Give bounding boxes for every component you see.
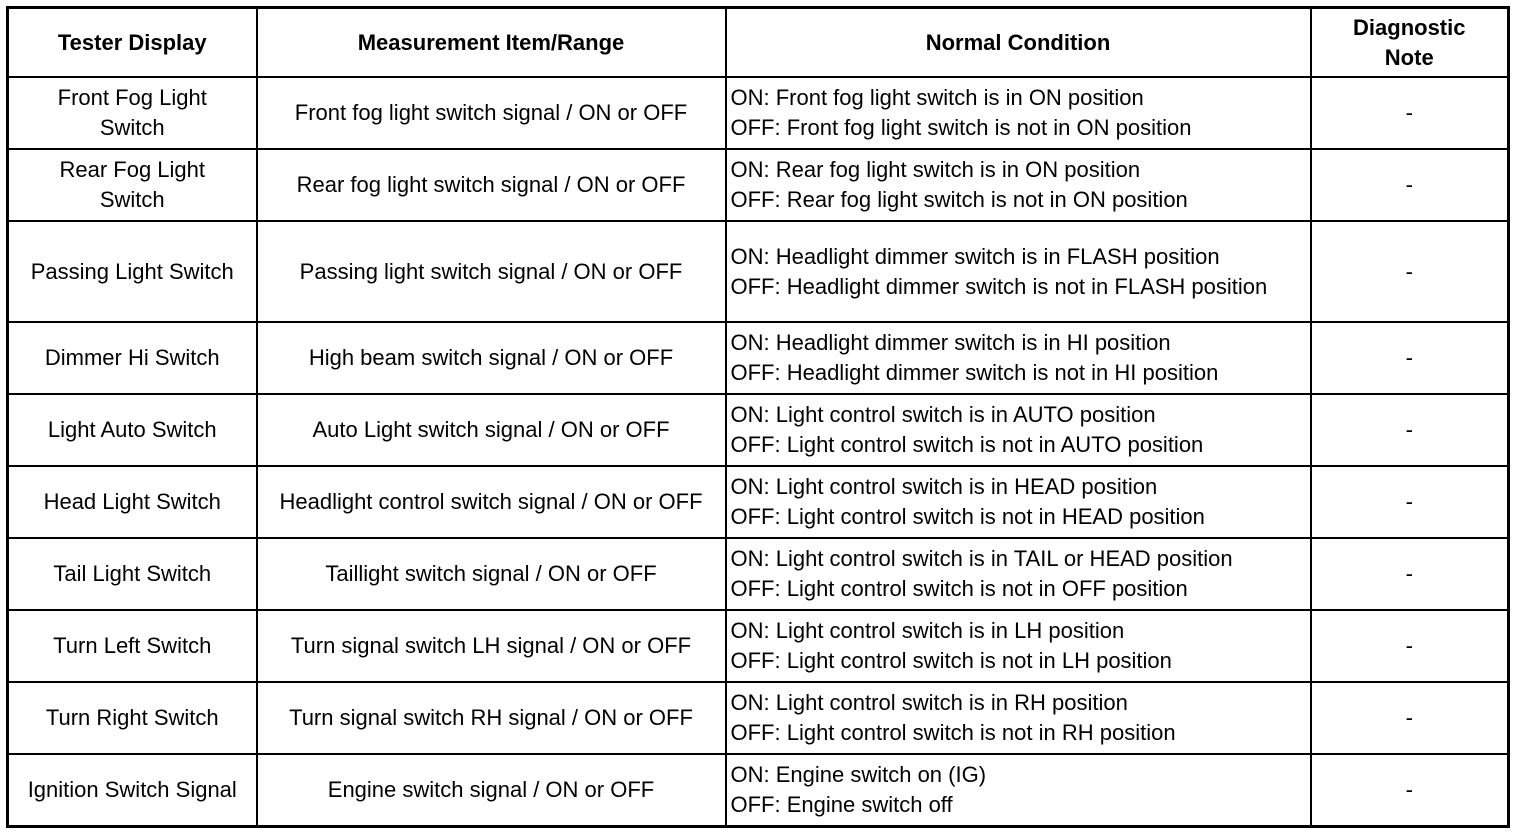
condition-off: OFF: Headlight dimmer switch is not in HI position [730, 360, 1219, 385]
condition-on: ON: Light control switch is in RH position [730, 690, 1128, 715]
cell-normal-condition [726, 466, 1311, 538]
cell-diagnostic-note: - [1311, 466, 1509, 538]
table-row [8, 394, 1509, 466]
table-row [8, 754, 1509, 827]
cell-diagnostic-note: - [1311, 77, 1509, 149]
condition-on: ON: Engine switch on (IG) [730, 762, 987, 787]
cell-normal-condition [726, 538, 1311, 610]
table-row [8, 610, 1509, 682]
table-row [8, 149, 1509, 221]
condition-on: ON: Headlight dimmer switch is in HI position [730, 330, 1171, 355]
cell-tester-display: Turn Right Switch [8, 682, 257, 754]
cell-measurement-item: Taillight switch signal / ON or OFF [257, 538, 726, 610]
data-table-container [6, 6, 1510, 828]
condition-off: OFF: Rear fog light switch is not in ON position [730, 187, 1188, 212]
cell-tester-display: Tail Light Switch [8, 538, 257, 610]
condition-off: OFF: Light control switch is not in HEAD position [730, 504, 1205, 529]
cell-measurement-item: Headlight control switch signal / ON or OFF [257, 466, 726, 538]
cell-tester-display: Light Auto Switch [8, 394, 257, 466]
cell-normal-condition [726, 682, 1311, 754]
cell-measurement-item: Passing light switch signal / ON or OFF [257, 221, 726, 322]
condition-off: OFF: Light control switch is not in RH position [730, 720, 1176, 745]
table-row [8, 682, 1509, 754]
condition-on: ON: Light control switch is in HEAD position [730, 474, 1158, 499]
cell-normal-condition [726, 77, 1311, 149]
cell-normal-condition [726, 394, 1311, 466]
condition-off: OFF: Headlight dimmer switch is not in FLASH position [730, 273, 1268, 299]
cell-measurement-item: Front fog light switch signal / ON or OFF [257, 77, 726, 149]
condition-off: OFF: Front fog light switch is not in ON position [730, 115, 1192, 140]
cell-tester-display: Turn Left Switch [8, 610, 257, 682]
condition-on: ON: Light control switch is in LH position [730, 618, 1125, 643]
condition-off: OFF: Light control switch is not in LH position [730, 648, 1172, 673]
cell-diagnostic-note: - [1311, 610, 1509, 682]
header-diagnostic-note: Diagnostic Note [1311, 8, 1509, 78]
table-row [8, 221, 1509, 322]
header-tester-display: Tester Display [8, 8, 257, 78]
table-row [8, 538, 1509, 610]
cell-measurement-item: Auto Light switch signal / ON or OFF [257, 394, 726, 466]
cell-tester-display: Head Light Switch [8, 466, 257, 538]
cell-normal-condition [726, 754, 1311, 827]
cell-tester-display: Dimmer Hi Switch [8, 322, 257, 394]
cell-diagnostic-note: - [1311, 538, 1509, 610]
tester-display-table [6, 6, 1510, 828]
cell-tester-display: Rear Fog Light Switch [8, 149, 257, 221]
cell-normal-condition [726, 322, 1311, 394]
condition-on: ON: Light control switch is in AUTO position [730, 402, 1156, 427]
cell-measurement-item: Turn signal switch LH signal / ON or OFF [257, 610, 726, 682]
header-row [8, 8, 1509, 78]
cell-measurement-item: High beam switch signal / ON or OFF [257, 322, 726, 394]
table-row [8, 77, 1509, 149]
condition-off: OFF: Light control switch is not in OFF position [730, 576, 1188, 601]
cell-diagnostic-note: - [1311, 394, 1509, 466]
cell-normal-condition [726, 221, 1311, 322]
condition-on: ON: Headlight dimmer switch is in FLASH position [730, 243, 1220, 269]
condition-on: ON: Light control switch is in TAIL or HEAD position [730, 546, 1233, 571]
cell-tester-display: Ignition Switch Signal [8, 754, 257, 827]
cell-tester-display: Passing Light Switch [8, 221, 257, 322]
cell-normal-condition [726, 149, 1311, 221]
header-measurement-item: Measurement Item/Range [257, 8, 726, 78]
cell-diagnostic-note: - [1311, 149, 1509, 221]
header-normal-condition: Normal Condition [726, 8, 1311, 78]
cell-measurement-item: Engine switch signal / ON or OFF [257, 754, 726, 827]
condition-off: OFF: Engine switch off [730, 792, 953, 817]
cell-measurement-item: Rear fog light switch signal / ON or OFF [257, 149, 726, 221]
cell-diagnostic-note: - [1311, 682, 1509, 754]
cell-measurement-item: Turn signal switch RH signal / ON or OFF [257, 682, 726, 754]
table-row [8, 466, 1509, 538]
condition-on: ON: Front fog light switch is in ON position [730, 85, 1144, 110]
table-row [8, 322, 1509, 394]
condition-on: ON: Rear fog light switch is in ON position [730, 157, 1141, 182]
cell-diagnostic-note: - [1311, 754, 1509, 827]
cell-normal-condition [726, 610, 1311, 682]
cell-diagnostic-note: - [1311, 221, 1509, 322]
cell-diagnostic-note: - [1311, 322, 1509, 394]
condition-off: OFF: Light control switch is not in AUTO position [730, 432, 1204, 457]
cell-tester-display: Front Fog Light Switch [8, 77, 257, 149]
